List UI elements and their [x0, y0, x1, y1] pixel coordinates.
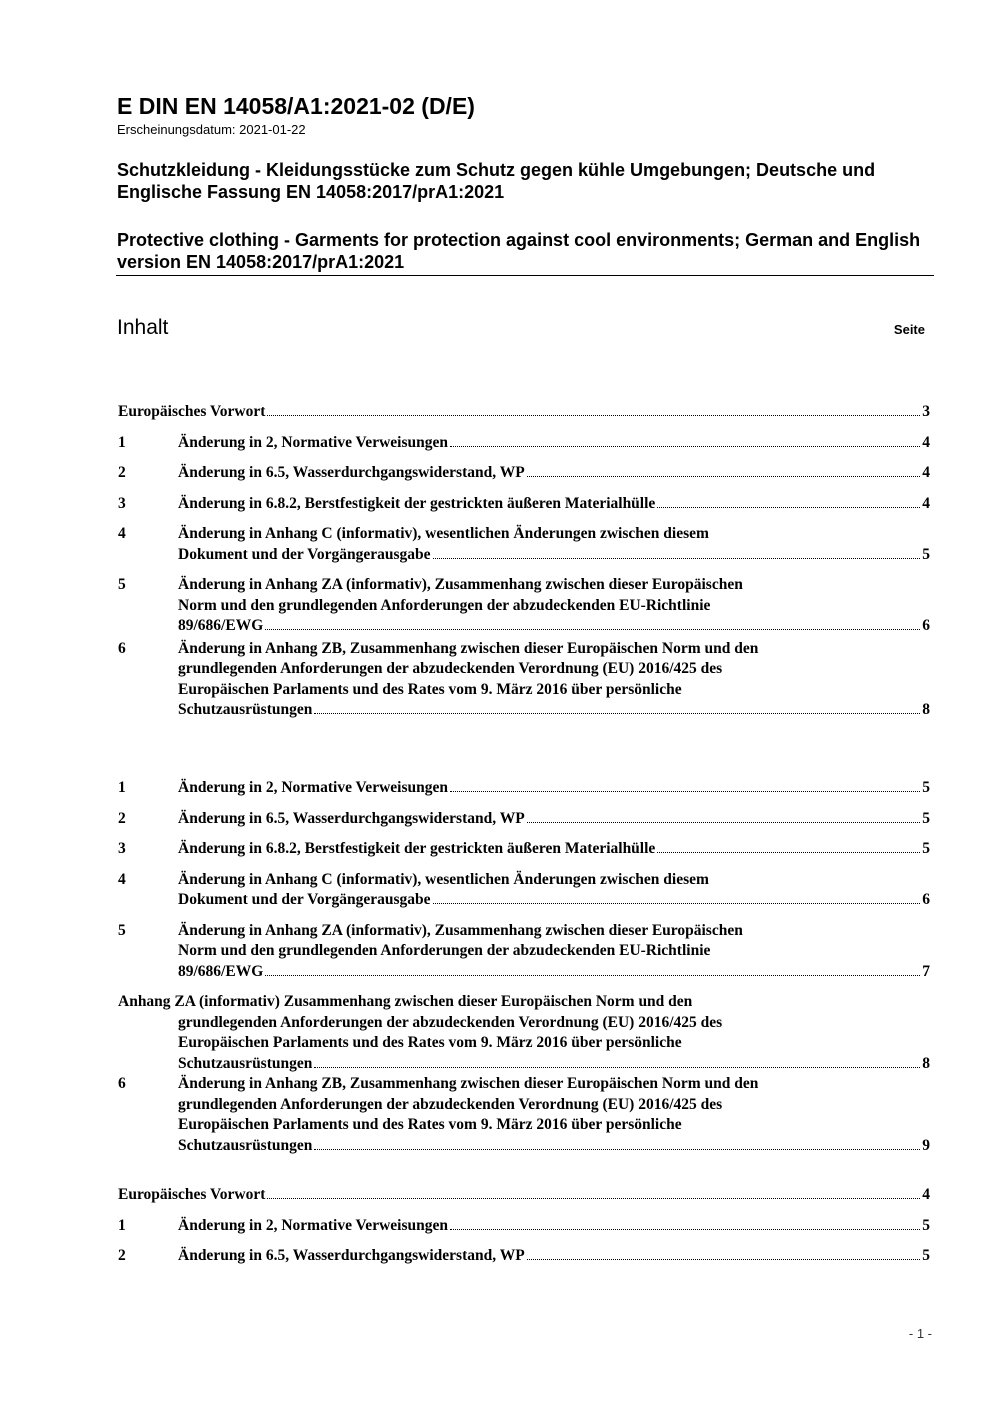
toc-entry-row [118, 839, 930, 860]
toc-entry-number: 3 [118, 840, 126, 857]
toc-entry-row [118, 778, 930, 799]
toc-entry[interactable] [118, 1216, 930, 1237]
toc-entry-page: 5 [922, 1247, 930, 1264]
toc-entry-title-line: Schutzausrüstungen [178, 1136, 313, 1154]
toc-entry-page: 4 [922, 433, 930, 451]
toc-entry-title-line: Änderung in 6.8.2, Berstfestigkeit der gestrickten äußeren Materialhülle [178, 494, 656, 512]
toc-entry-body [178, 809, 930, 830]
toc-entry-title-line: Änderung in Anhang ZB, Zusammenhang zwischen dieser Europäischen Norm und den [178, 1075, 759, 1092]
toc-entry[interactable] [118, 921, 930, 983]
toc-entry-title-line: Änderung in 6.5, Wasserdurchgangswiderstand, WP [178, 809, 525, 827]
toc-entry-page: 8 [922, 1054, 930, 1072]
toc-entry-leader-line [178, 1246, 930, 1267]
toc-entry[interactable] [118, 839, 930, 860]
toc-leader-dots [450, 1229, 920, 1230]
document-id: E DIN EN 14058/A1:2021-02 (D/E) [117, 93, 475, 119]
toc-entry-title-line: Änderung in Anhang ZA (informativ), Zusammenhang zwischen dieser Europäischen [178, 576, 743, 593]
toc-entry-title-line: Dokument und der Vorgängerausgabe [178, 891, 431, 908]
title-german: Schutzkleidung - Kleidungsstücke zum Schutz gegen kühle Umgebungen; Deutsche und Englische Fassung EN 14058:2017/prA1:2021 [117, 160, 876, 202]
toc-entry-title-line: Änderung in 6.5, Wasserdurchgangswiderstand, WP [178, 1247, 525, 1264]
toc-entry[interactable] [118, 809, 930, 830]
toc-entry-title-line: Änderung in Anhang C (informativ), wesentlichen Änderungen zwischen diesem [178, 870, 709, 888]
toc-entry-number: 5 [118, 921, 126, 939]
toc-entry-page: 3 [922, 403, 930, 420]
toc-entry-leader-line [178, 809, 930, 830]
toc-entry-body [178, 1216, 930, 1237]
toc-leader-dots [314, 1149, 920, 1150]
publication-date: Erscheinungsdatum: 2021-01-22 [117, 122, 306, 137]
toc-entry-body [178, 839, 930, 860]
toc-entry-page: 5 [922, 779, 930, 796]
toc-entry[interactable] [118, 639, 930, 721]
toc-entry-body [178, 524, 930, 565]
toc-entry-body [178, 433, 930, 454]
toc-leader-dots [267, 1198, 920, 1199]
toc-entry-page: 5 [922, 545, 930, 563]
toc-entry-number: 2 [118, 809, 126, 827]
toc-leader-dots [657, 852, 920, 853]
toc-entry-page: 5 [922, 840, 930, 857]
toc-entry-body [118, 402, 930, 423]
toc-entry-title-line: Schutzausrüstungen [178, 701, 313, 718]
toc-leader-dots [433, 903, 921, 904]
toc-entry-row [118, 463, 930, 484]
toc-entry-leader-line [178, 839, 930, 860]
toc-entry-page: 4 [922, 1186, 930, 1203]
toc-entry[interactable] [118, 870, 930, 911]
toc-entry-row [118, 494, 930, 515]
toc-entry-title-line: Europäischen Parlaments und des Rates vom 9. März 2016 über persönliche [178, 680, 682, 698]
toc-entry-leader-line [178, 890, 930, 911]
toc-entry[interactable] [118, 494, 930, 515]
toc-entry-number: 2 [118, 1247, 126, 1264]
toc-entry-number: 6 [118, 1075, 126, 1092]
toc-entry[interactable] [118, 524, 930, 565]
toc-entry-row [118, 809, 930, 830]
toc-leader-dots [265, 629, 920, 630]
toc-entry-title-line: Dokument und der Vorgängerausgabe [178, 545, 431, 563]
toc-entry[interactable] [118, 1185, 930, 1206]
toc-entry-number: 2 [118, 464, 126, 481]
toc-entry-title-line: grundlegenden Anforderungen der abzudeckenden Verordnung (EU) 2016/425 des [178, 1013, 723, 1031]
toc-entry-number: 5 [118, 576, 126, 593]
toc-entry-page: 6 [922, 617, 930, 634]
toc-entry-title-line: Norm und den grundlegenden Anforderungen der abzudeckenden EU-Richtlinie [178, 942, 711, 959]
toc-entry-title-line: Europäisches Vorwort [118, 403, 266, 420]
toc-annex-za [118, 992, 930, 1074]
toc-entry-title-line: Schutzausrüstungen [178, 1054, 313, 1072]
toc-heading: Inhalt [117, 316, 169, 339]
toc-entry-leader-line [178, 494, 930, 515]
toc-leader-dots [450, 446, 920, 447]
toc-entry[interactable] [118, 575, 930, 637]
toc-entry-row [118, 921, 930, 983]
toc-leader-dots [657, 507, 920, 508]
toc-entry-body [178, 870, 930, 911]
toc-entry-title-line: Änderung in 2, Normative Verweisungen [178, 1216, 448, 1234]
toc-entry-title-line: Änderung in 2, Normative Verweisungen [178, 779, 448, 796]
toc-entry-row [118, 433, 930, 454]
toc-entry-leader-line [118, 1054, 930, 1075]
toc-entry-body [178, 575, 930, 637]
toc-entry-number: 1 [118, 433, 126, 451]
toc-entry-row [118, 1074, 930, 1156]
toc-entry[interactable] [118, 1074, 930, 1156]
toc-entry-number: 1 [118, 1216, 126, 1234]
toc-page-label: Seite [893, 322, 925, 337]
toc-entry-body [178, 921, 930, 983]
toc-entry-leader-line [178, 616, 930, 637]
toc-entry-page: 8 [922, 701, 930, 718]
toc-entry-title-line: 89/686/EWG [178, 962, 264, 980]
toc-entry-title-line: Europäisches Vorwort [118, 1186, 266, 1203]
toc-group-3 [118, 1074, 930, 1156]
page-number: - 1 - [908, 1326, 932, 1341]
toc-entry-number: 4 [118, 525, 126, 542]
title-english: Protective clothing - Garments for protection against cool environments; German and English version EN 14058:2017/prA1:2021 [117, 230, 921, 272]
toc-leader-dots [314, 713, 920, 714]
toc-entry-number: 1 [118, 779, 126, 796]
toc-entry-row [118, 639, 930, 721]
toc-entry-title-line: Anhang ZA (informativ) Zusammenhang zwischen dieser Europäischen Norm und den [118, 993, 693, 1010]
toc-entry[interactable] [118, 778, 930, 799]
toc-leader-dots [527, 822, 921, 823]
toc-leader-dots [527, 1259, 921, 1260]
toc-entry-page: 7 [922, 962, 930, 980]
toc-entry-body [178, 463, 930, 484]
toc-entry-number: 6 [118, 639, 126, 657]
toc-entry-title-line: Änderung in 6.8.2, Berstfestigkeit der gestrickten äußeren Materialhülle [178, 840, 656, 857]
toc-leader-dots [267, 415, 920, 416]
toc-entry-row [118, 524, 930, 565]
toc-leader-dots [433, 558, 921, 559]
header-divider [116, 275, 934, 276]
toc-entry-title-line: Änderung in Anhang ZA (informativ), Zusammenhang zwischen dieser Europäischen [178, 921, 743, 939]
toc-entry-title-line: Änderung in Anhang C (informativ), wesentlichen Änderungen zwischen diesem [178, 525, 709, 542]
toc-entry-title-line: Änderung in Anhang ZB, Zusammenhang zwischen dieser Europäischen Norm und den [178, 639, 759, 657]
toc-entry-row [118, 870, 930, 911]
toc-entry-leader-line [178, 433, 930, 454]
toc-group-1 [118, 402, 930, 721]
toc-leader-dots [265, 975, 920, 976]
toc-leader-dots [527, 476, 921, 477]
toc-entry-number: 4 [118, 870, 126, 888]
toc-entry[interactable] [118, 463, 930, 484]
toc-entry-leader-line [118, 402, 930, 423]
toc-entry-title-line: Änderung in 2, Normative Verweisungen [178, 433, 448, 451]
toc-leader-dots [450, 791, 920, 792]
toc-entry[interactable] [118, 1246, 930, 1267]
toc-entry-page: 5 [922, 809, 930, 827]
toc-entry-body [178, 1246, 930, 1267]
toc-entry[interactable] [118, 402, 930, 423]
toc-entry-title-line: 89/686/EWG [178, 617, 264, 634]
toc-entry-title-line: Norm und den grundlegenden Anforderungen der abzudeckenden EU-Richtlinie [178, 596, 711, 614]
toc-entry-leader-line [178, 1216, 930, 1237]
toc-entry-leader-line [178, 962, 930, 983]
toc-entry-title-line: Änderung in 6.5, Wasserdurchgangswiderstand, WP [178, 464, 525, 481]
toc-leader-dots [314, 1067, 920, 1068]
toc-entry-page: 4 [922, 494, 930, 512]
toc-entry-body [118, 1185, 930, 1206]
toc-entry-title-line: grundlegenden Anforderungen der abzudeckenden Verordnung (EU) 2016/425 des [178, 660, 723, 677]
toc-entry-page: 9 [922, 1136, 930, 1154]
toc-entry-body [178, 778, 930, 799]
toc-entry-body [178, 639, 930, 721]
toc-entry-leader-line [178, 1136, 930, 1157]
toc-entry-number: 3 [118, 494, 126, 512]
toc-entry-leader-line [118, 1185, 930, 1206]
toc-group-4 [118, 1185, 930, 1267]
toc-entry-body [178, 494, 930, 515]
toc-entry[interactable] [118, 433, 930, 454]
toc-entry-page: 4 [922, 464, 930, 481]
toc-entry-leader-line [178, 545, 930, 566]
toc-entry-row [118, 1246, 930, 1267]
toc-entry-leader-line [178, 778, 930, 799]
toc-entry-row [118, 575, 930, 637]
toc-entry-row [118, 1216, 930, 1237]
toc-group-2 [118, 778, 930, 982]
toc-entry-body [178, 1074, 930, 1156]
toc-entry-leader-line [178, 463, 930, 484]
toc-entry-annex-za[interactable] [118, 992, 930, 1074]
toc-entry-page: 5 [922, 1216, 930, 1234]
toc-entry-title-line: Europäischen Parlaments und des Rates vom 9. März 2016 über persönliche [178, 1116, 682, 1133]
toc-entry-page: 6 [922, 891, 930, 908]
toc-entry-leader-line [178, 700, 930, 721]
toc-entry-title-line: grundlegenden Anforderungen der abzudeckenden Verordnung (EU) 2016/425 des [178, 1095, 723, 1113]
toc-entry-title-line: Europäischen Parlaments und des Rates vom 9. März 2016 über persönliche [178, 1034, 682, 1051]
